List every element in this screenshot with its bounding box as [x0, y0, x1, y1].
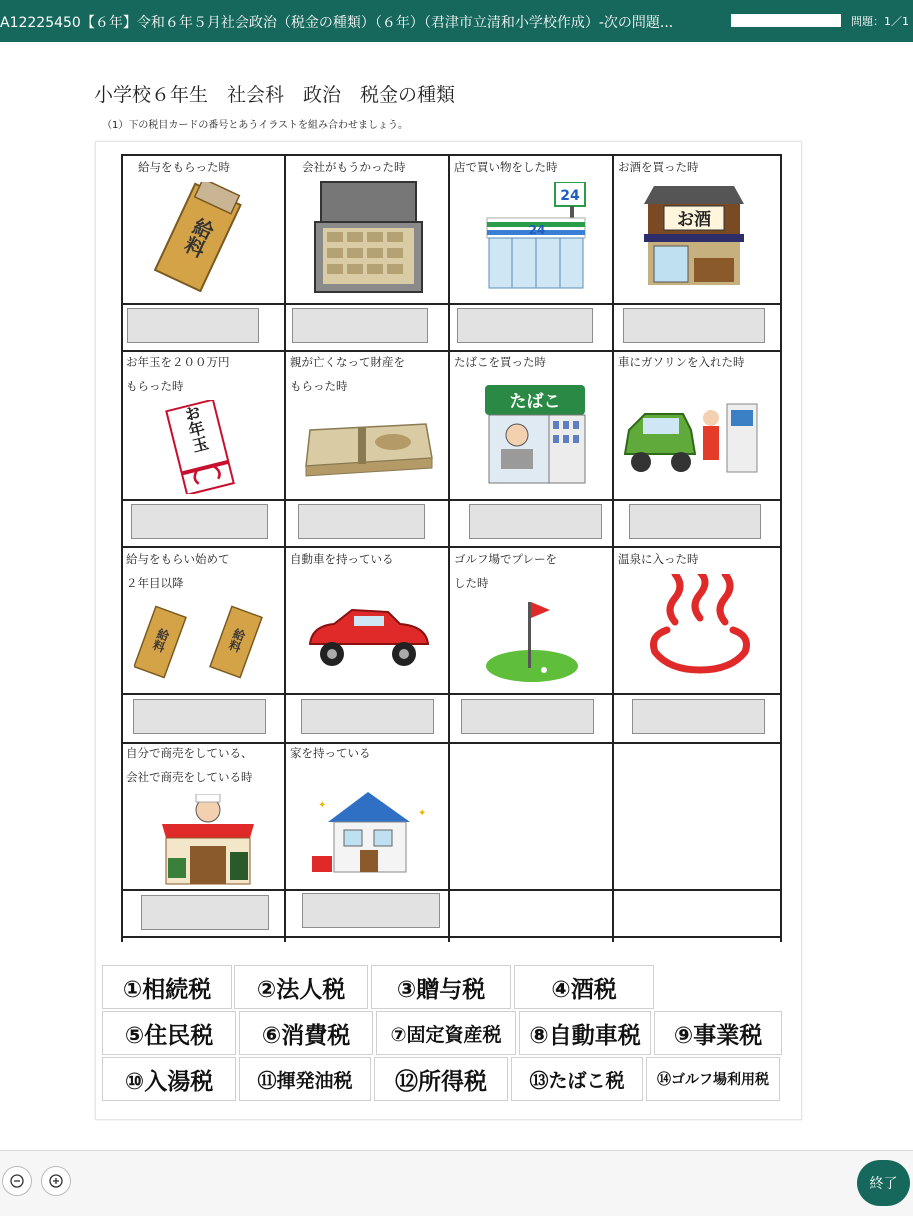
cell-label: お酒を買った時	[618, 160, 699, 174]
svg-text:✦: ✦	[418, 808, 427, 819]
tax-card[interactable]: ⑤住民税	[102, 1011, 236, 1055]
cell-label: 親が亡くなって財産を もらった時	[290, 355, 405, 393]
answer-box[interactable]	[292, 308, 428, 343]
window-title: A12225450【６年】令和６年５月社会政治（税金の種類）（６年）（君津市立清和小学校作成）-次の問題...	[0, 15, 674, 31]
answer-box[interactable]	[632, 699, 765, 734]
tax-card[interactable]: ③贈与税	[371, 965, 511, 1009]
tax-card[interactable]: ⑫所得税	[374, 1057, 508, 1101]
answer-box[interactable]	[131, 504, 268, 539]
tax-card[interactable]: ⑭ゴルフ場利用税	[646, 1057, 780, 1101]
money-briefcase-icon	[311, 180, 426, 296]
grid-line	[284, 156, 286, 942]
answer-box[interactable]	[302, 893, 440, 928]
cell-label: 給与をもらい始めて ２年目以降	[126, 552, 230, 590]
tax-card[interactable]: ⑥消費税	[239, 1011, 373, 1055]
grid-line	[448, 156, 450, 942]
tax-card[interactable]: ⑩入湯税	[102, 1057, 236, 1101]
answer-box[interactable]	[623, 308, 765, 343]
hot-spring-icon	[645, 574, 755, 674]
cell-label: 自分で商売をしている、 会社で商売をしている時	[126, 746, 253, 784]
cell-label: 店で買い物をした時	[454, 160, 558, 174]
cell-label: 車にガソリンを入れた時	[618, 355, 745, 369]
zoom-out-button[interactable]	[2, 1166, 32, 1196]
cell-label: お年玉を２００万円 もらった時	[126, 355, 230, 393]
bottom-toolbar	[0, 1150, 913, 1216]
grid-line	[121, 936, 780, 938]
red-car-icon	[304, 604, 432, 670]
cell-label: 自動車を持っている	[290, 552, 394, 566]
tax-card[interactable]: ⑪揮発油税	[239, 1057, 371, 1101]
progress-bar	[731, 14, 841, 27]
cell-label: 給与をもらった時	[138, 160, 230, 174]
zoom-out-icon	[10, 1174, 24, 1188]
svg-text:給料: 給料	[226, 626, 248, 654]
answer-box[interactable]	[298, 504, 425, 539]
tax-card[interactable]: ⑧自動車税	[519, 1011, 651, 1055]
otoshidama-envelope-icon	[162, 400, 240, 494]
convenience-store-icon	[485, 182, 588, 290]
svg-text:お酒: お酒	[677, 210, 711, 230]
cash-stack-icon	[298, 418, 436, 478]
golf-flag-icon	[484, 600, 580, 684]
svg-text:給料: 給料	[150, 626, 172, 654]
svg-text:給料: 給料	[178, 213, 218, 261]
end-button[interactable]: 終了	[857, 1160, 910, 1206]
answer-box[interactable]	[301, 699, 434, 734]
gas-station-icon	[621, 400, 767, 476]
worksheet-heading: 小学校６年生 社会科 政治 税金の種類	[94, 84, 456, 106]
two-salary-envelopes-icon	[134, 604, 272, 680]
cell-label: 家を持っている	[290, 746, 371, 760]
cell-label: 会社がもうかった時	[302, 160, 406, 174]
svg-text:24: 24	[560, 188, 580, 204]
svg-text:たばこ: たばこ	[509, 392, 561, 412]
tax-card[interactable]: ①相続税	[102, 965, 232, 1009]
liquor-store-icon	[642, 184, 746, 287]
answer-box[interactable]	[461, 699, 594, 734]
svg-text:✦: ✦	[318, 800, 327, 811]
svg-text:24: 24	[528, 223, 546, 237]
grid-line	[121, 889, 780, 891]
svg-text:お年玉: お年玉	[180, 403, 211, 455]
answer-box[interactable]	[629, 504, 761, 539]
tax-card[interactable]: ④酒税	[514, 965, 654, 1009]
cell-label: 温泉に入った時	[618, 552, 699, 566]
title-bar	[0, 0, 913, 42]
worksheet-instruction: （1）下の税目カードの番号とあうイラストを組み合わせましょう。	[102, 120, 409, 131]
answer-box[interactable]	[457, 308, 593, 343]
zoom-in-icon	[49, 1174, 63, 1188]
grid-line	[121, 303, 780, 305]
tax-card[interactable]: ⑨事業税	[654, 1011, 782, 1055]
answer-box[interactable]	[469, 504, 602, 539]
zoom-in-button[interactable]	[41, 1166, 71, 1196]
tax-card[interactable]: ⑦固定資産税	[376, 1011, 516, 1055]
grid-line	[612, 156, 614, 942]
answer-box[interactable]	[141, 895, 269, 930]
shop-icon	[160, 794, 256, 886]
tobacco-shop-icon	[483, 385, 589, 485]
cell-label: たばこを買った時	[454, 355, 546, 369]
answer-box[interactable]	[127, 308, 259, 343]
answer-box[interactable]	[133, 699, 266, 734]
grid-line	[121, 156, 123, 942]
salary-envelope-icon	[148, 182, 248, 292]
cell-label: ゴルフ場でプレーを した時	[454, 552, 558, 590]
house-icon	[310, 788, 434, 876]
question-counter: 問題：1／1	[851, 15, 909, 28]
grid-line	[121, 693, 780, 695]
grid-line	[121, 499, 780, 501]
tax-card[interactable]: ②法人税	[234, 965, 368, 1009]
tax-card[interactable]: ⑬たばこ税	[511, 1057, 643, 1101]
